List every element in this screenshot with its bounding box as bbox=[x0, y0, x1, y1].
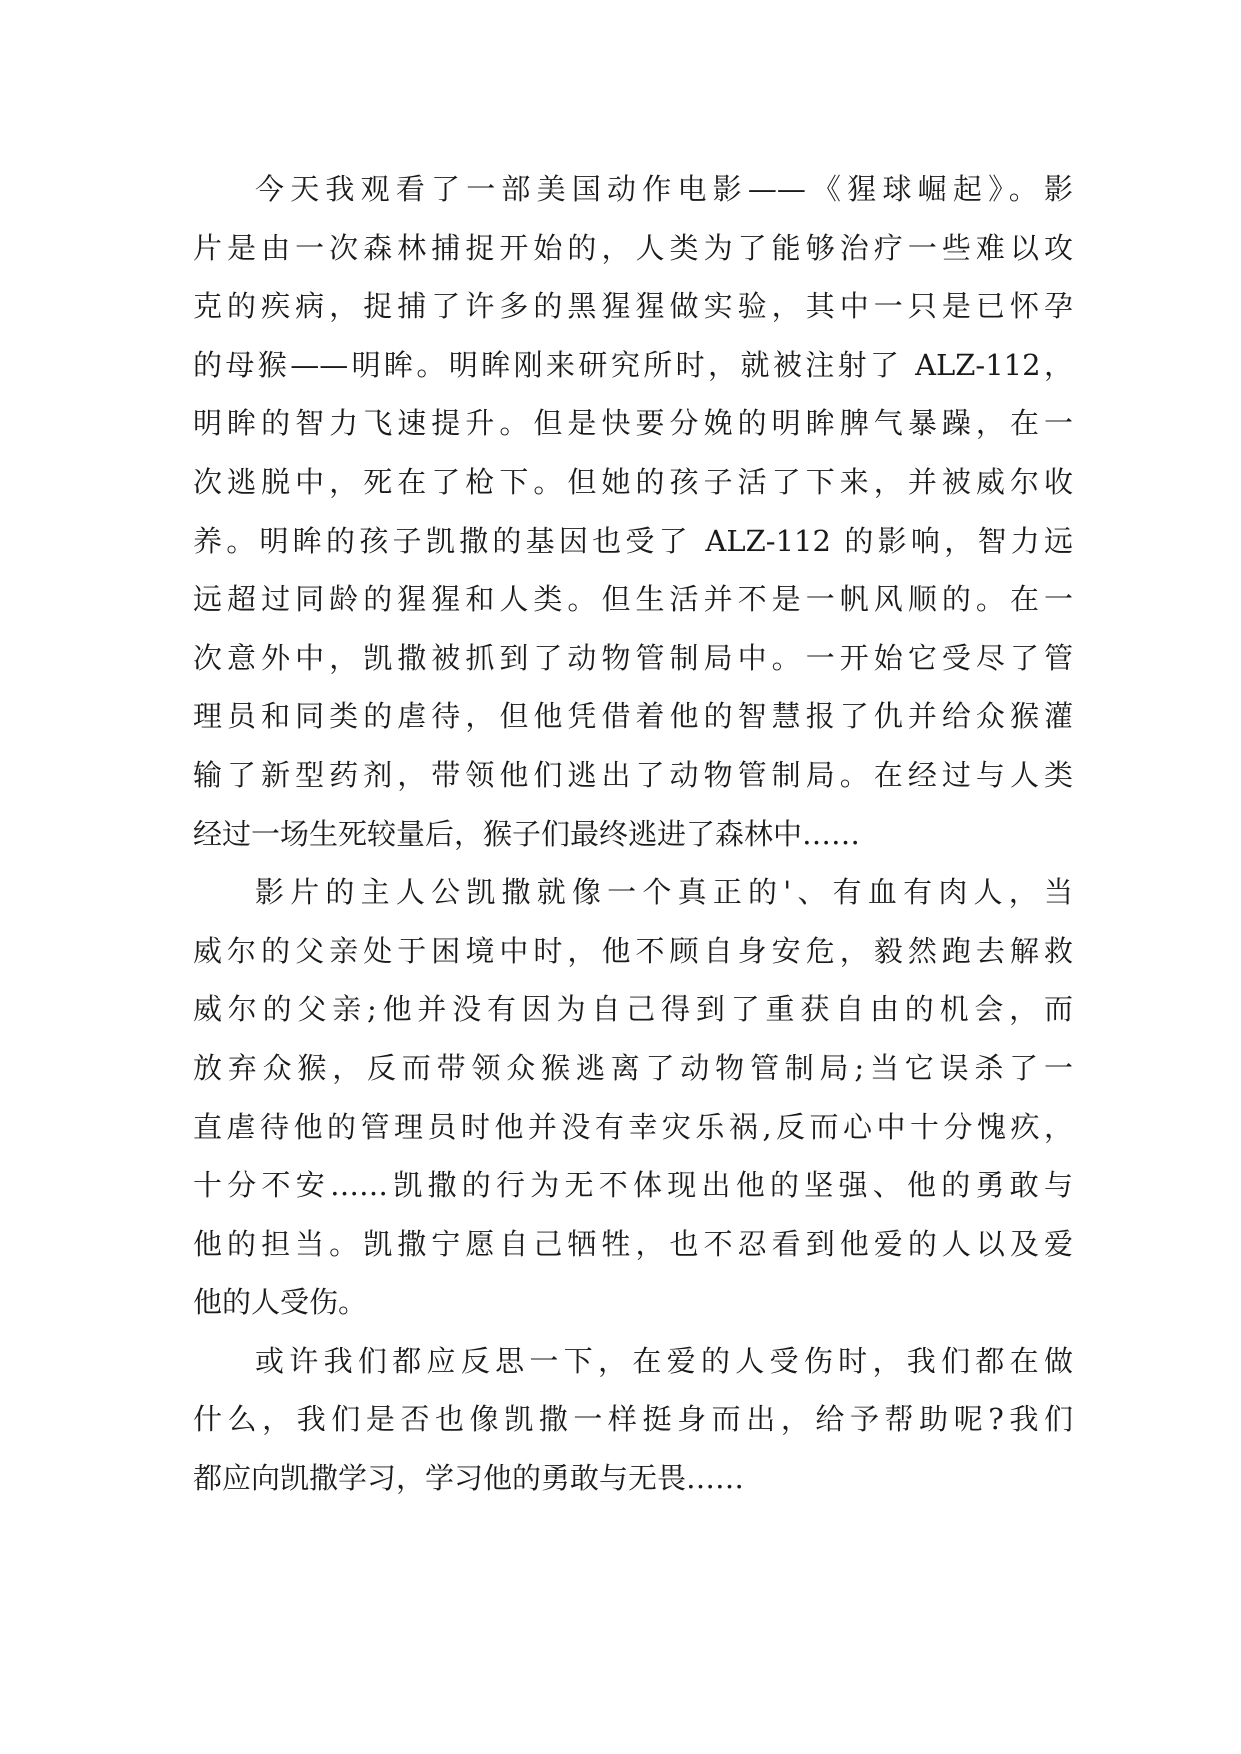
text-line: 理员和同类的虐待，但他凭借着他的智慧报了仇并给众猴灌 bbox=[193, 699, 1073, 734]
text-line: 直虐待他的管理员时他并没有幸灾乐祸,反而心中十分愧疚， bbox=[193, 1109, 1073, 1144]
text-line: 威尔的父亲处于困境中时，他不顾自身安危，毅然跑去解救 bbox=[193, 933, 1073, 968]
text-line: 他的担当。凯撒宁愿自己牺牲，也不忍看到他爱的人以及爱 bbox=[193, 1226, 1073, 1261]
paragraph-2 bbox=[193, 863, 1073, 1332]
text-line: 次意外中，凯撒被抓到了动物管制局中。一开始它受尽了管 bbox=[193, 640, 1073, 675]
paragraph-1 bbox=[193, 160, 1073, 863]
essay-body bbox=[193, 160, 1073, 1508]
text-line: 经过一场生死较量后，猴子们最终逃进了森林中…… bbox=[193, 816, 861, 851]
text-line: 他的人受伤。 bbox=[193, 1285, 368, 1320]
paragraph-3 bbox=[193, 1332, 1073, 1508]
text-line: 片是由一次森林捕捉开始的，人类为了能够治疗一些难以攻 bbox=[193, 230, 1073, 265]
text-line: 远超过同龄的猩猩和人类。但生活并不是一帆风顺的。在一 bbox=[193, 582, 1073, 617]
text-line: 养。明眸的孩子凯撒的基因也受了 ALZ-112 的影响，智力远 bbox=[193, 523, 1073, 558]
text-line: 的母猴——明眸。明眸刚来研究所时，就被注射了 ALZ-112， bbox=[193, 347, 1073, 382]
text-line: 影片的主人公凯撒就像一个真正的'、有血有肉人，当 bbox=[255, 875, 1073, 910]
text-line: 威尔的父亲;他并没有因为自己得到了重获自由的机会，而 bbox=[193, 992, 1073, 1027]
text-line: 克的疾病，捉捕了许多的黑猩猩做实验，其中一只是已怀孕 bbox=[193, 289, 1073, 324]
text-line: 明眸的智力飞速提升。但是快要分娩的明眸脾气暴躁，在一 bbox=[193, 406, 1073, 441]
text-line: 什么，我们是否也像凯撒一样挺身而出，给予帮助呢?我们 bbox=[193, 1402, 1073, 1437]
text-line: 十分不安……凯撒的行为无不体现出他的坚强、他的勇敢与 bbox=[193, 1168, 1073, 1203]
text-line: 放弃众猴，反而带领众猴逃离了动物管制局;当它误杀了一 bbox=[193, 1050, 1073, 1085]
text-line: 或许我们都应反思一下，在爱的人受伤时，我们都在做 bbox=[255, 1343, 1073, 1378]
text-line: 都应向凯撒学习，学习他的勇敢与无畏…… bbox=[193, 1461, 745, 1496]
text-line: 次逃脱中，死在了枪下。但她的孩子活了下来，并被威尔收 bbox=[193, 464, 1073, 499]
text-line: 今天我观看了一部美国动作电影——《猩球崛起》。影 bbox=[255, 172, 1073, 206]
text-line: 输了新型药剂，带领他们逃出了动物管制局。在经过与人类 bbox=[193, 757, 1073, 792]
